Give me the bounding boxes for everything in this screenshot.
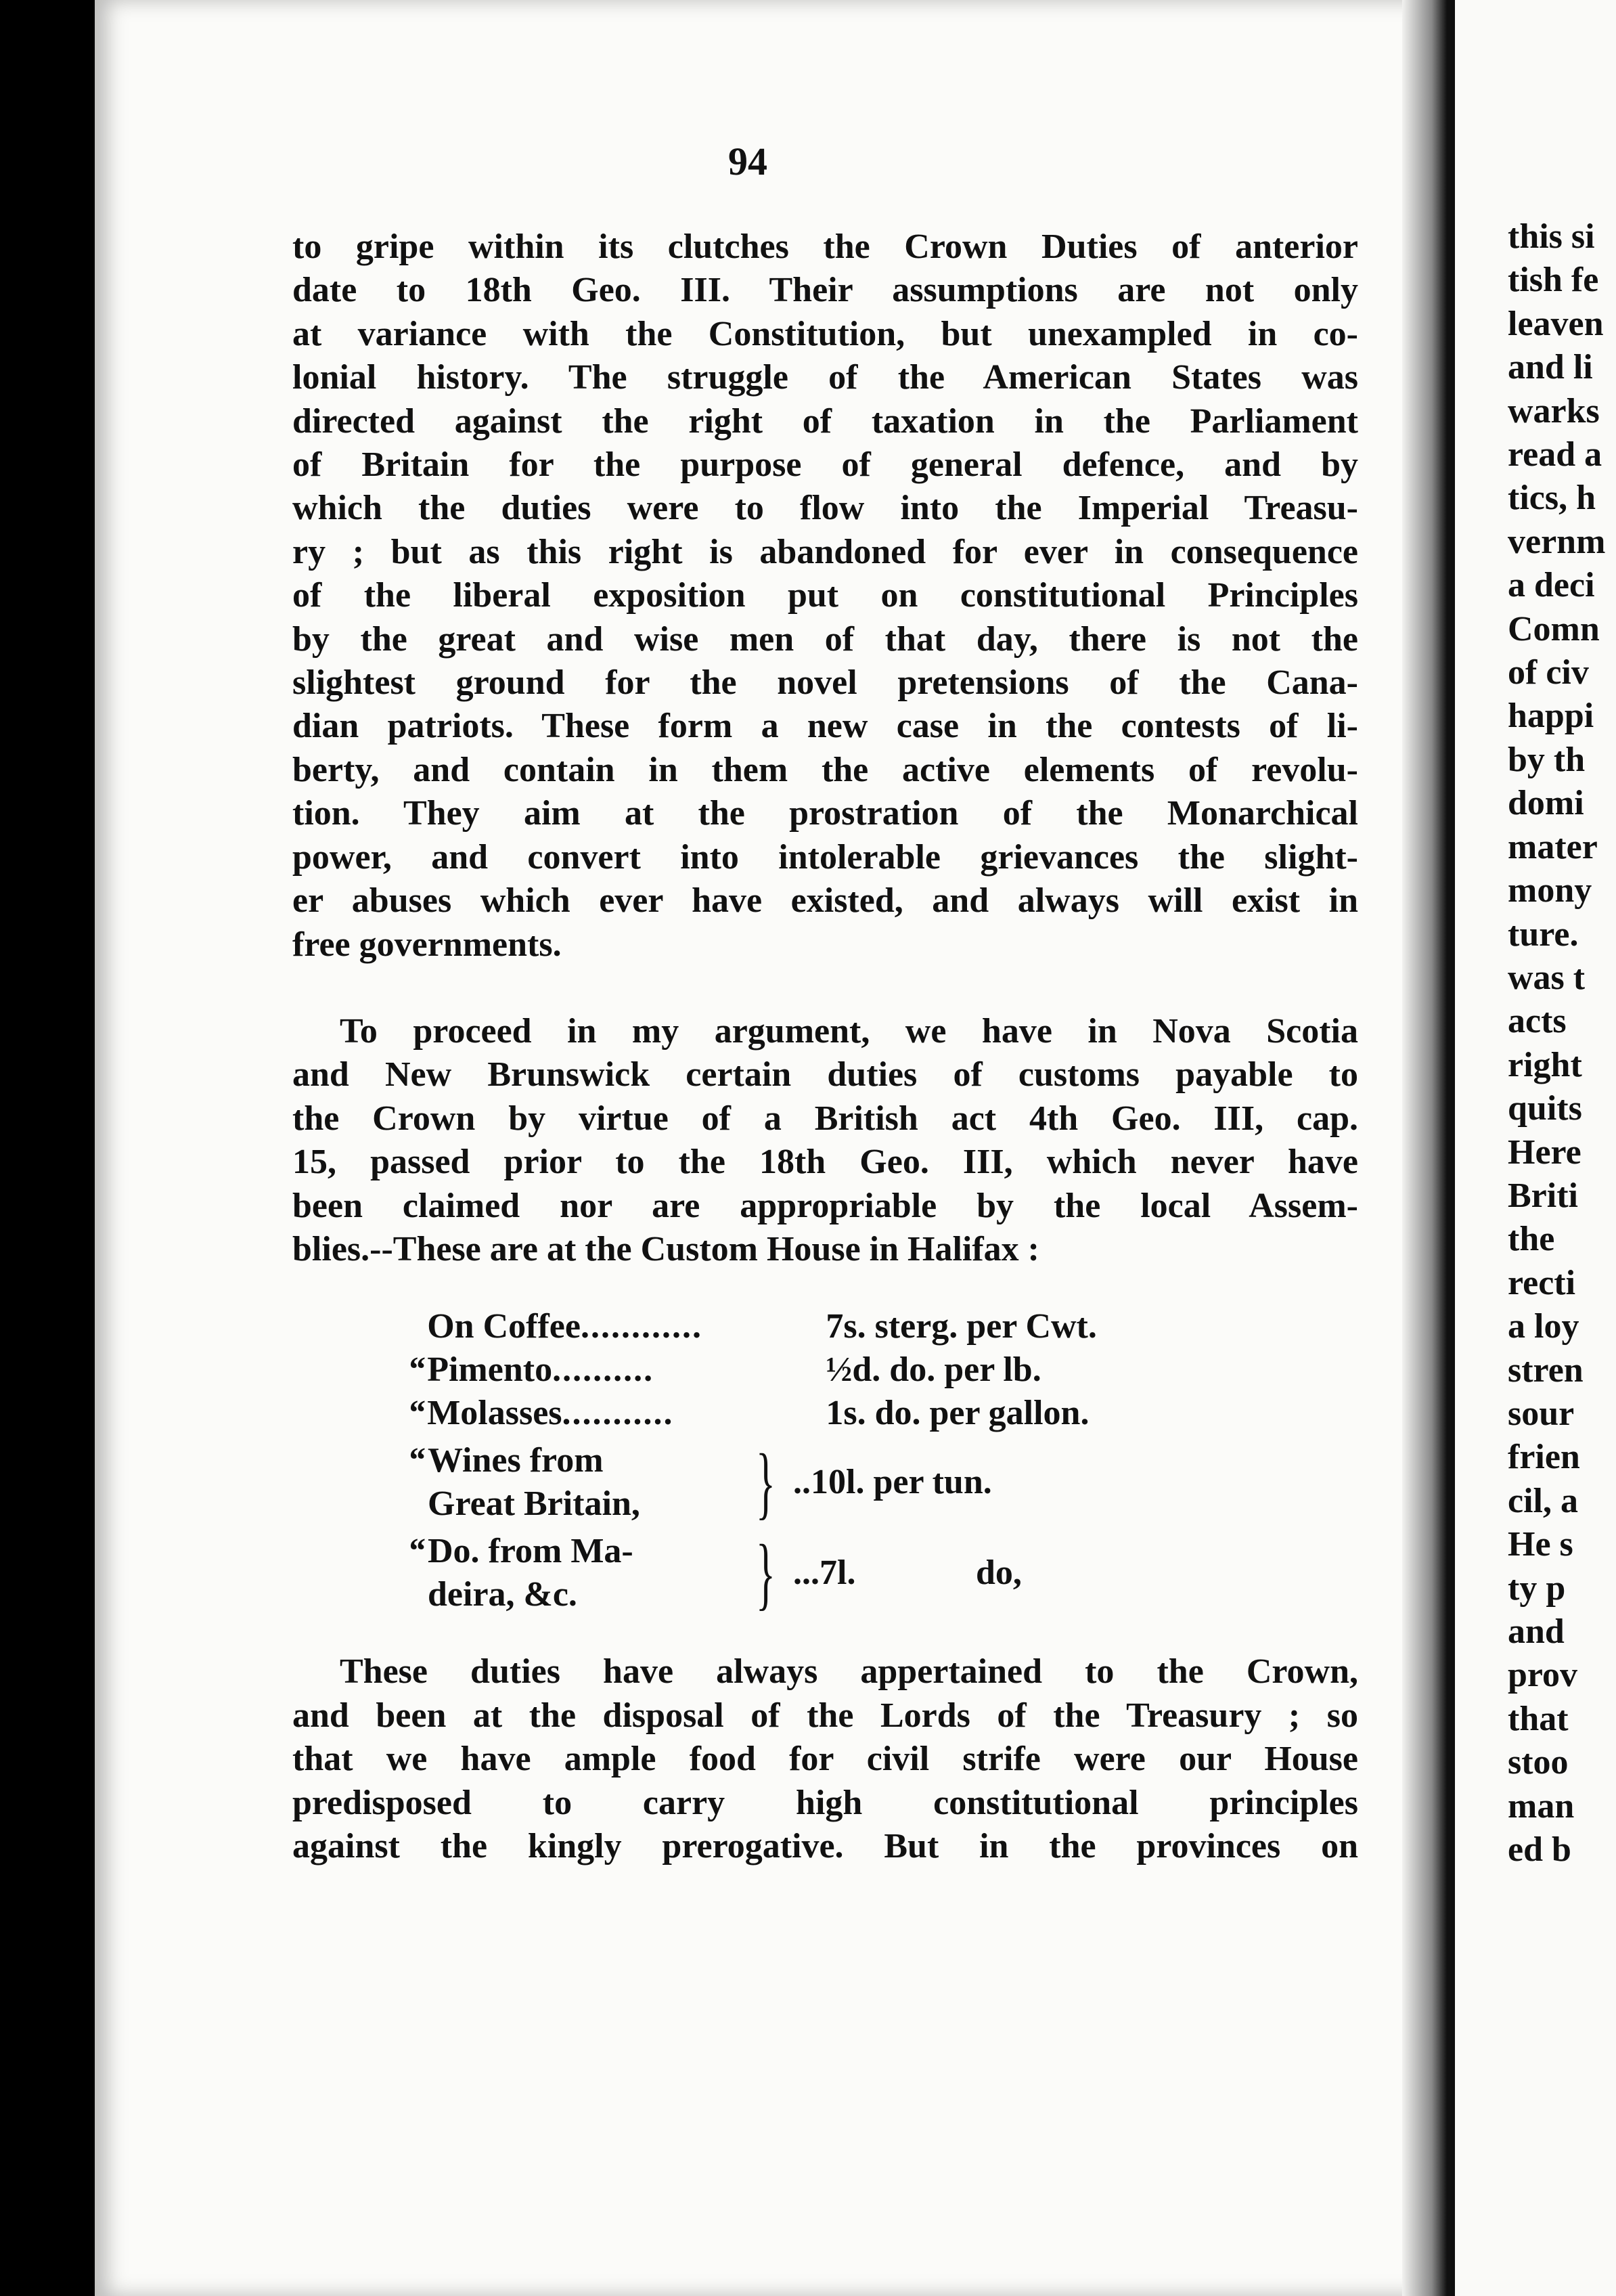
right-page-line: a loy xyxy=(1508,1307,1579,1346)
right-page-line: ture. xyxy=(1508,914,1579,954)
ditto-mark: “ xyxy=(407,1441,425,1480)
text-line: the Crown by virtue of a British act 4th Geo. III, cap. xyxy=(292,1099,1358,1138)
right-page-line: by th xyxy=(1508,740,1586,779)
text-line: to gripe within its clutches the Crown Duties of anterior xyxy=(292,227,1358,266)
duty-row-wines xyxy=(407,1439,1287,1526)
right-page-line: ty p xyxy=(1508,1568,1566,1608)
page-body xyxy=(292,225,1358,1868)
right-page-line: read a xyxy=(1508,435,1602,474)
paragraph-2 xyxy=(292,1010,1358,1271)
text-line: and been at the disposal of the Lords of the Treasury ; so xyxy=(292,1696,1358,1735)
paragraph-gap xyxy=(292,1271,1358,1305)
text-line: at variance with the Constitution, but unexampled in co- xyxy=(292,314,1358,353)
right-page-line: happi xyxy=(1508,697,1594,736)
right-page-line: and li xyxy=(1508,348,1593,387)
right-page-line: Briti xyxy=(1508,1176,1578,1215)
right-page-line: the xyxy=(1508,1220,1555,1259)
right-page-line: stren xyxy=(1508,1350,1584,1390)
right-page-line: mony xyxy=(1508,871,1592,910)
text-line: blies.--These are at the Custom House in Halifax : xyxy=(292,1229,1039,1268)
leader-dots: ........... xyxy=(562,1394,674,1433)
ditto-mark: “ xyxy=(407,1532,425,1571)
duty-row xyxy=(407,1392,1287,1435)
right-page-line: frien xyxy=(1508,1438,1580,1477)
text-line: by the great and wise men of that day, there is not the xyxy=(292,619,1358,659)
right-page-text xyxy=(1508,215,1616,1872)
right-page-line: mater xyxy=(1508,827,1598,866)
duties-table xyxy=(407,1305,1287,1616)
text-line: power, and convert into intolerable grievances the slight- xyxy=(292,837,1358,877)
right-page-line: Comn xyxy=(1508,609,1600,648)
duty-row-madeira xyxy=(407,1530,1287,1616)
right-page-line: and xyxy=(1508,1612,1565,1651)
text-line: tion. They aim at the prostration of the Monarchical xyxy=(292,794,1358,833)
right-page-line: a deci xyxy=(1508,566,1595,605)
right-page-line: sour xyxy=(1508,1394,1575,1433)
right-page-line: man xyxy=(1508,1786,1575,1826)
right-page-line: domi xyxy=(1508,784,1584,823)
right-page-line: tics, h xyxy=(1508,479,1596,518)
text-line: and New Brunswick certain duties of customs payable to xyxy=(292,1055,1358,1095)
right-page-line: vernm xyxy=(1508,522,1606,561)
text-line: which the duties were to flow into the Imperial Treasu- xyxy=(292,489,1358,528)
text-line: lonial history. The struggle of the American States was xyxy=(292,358,1358,397)
duty-item: Molasses xyxy=(427,1394,562,1433)
ditto-mark: “ xyxy=(407,1350,425,1390)
duty-rate: ½d. do. per lb. xyxy=(826,1350,1041,1390)
right-page-line: ed b xyxy=(1508,1830,1571,1870)
text-line: ry ; but as this right is abandoned for ever in consequence xyxy=(292,532,1358,571)
right-page-line: was t xyxy=(1508,958,1586,997)
right-page-line: Here xyxy=(1508,1132,1581,1172)
page-number: 94 xyxy=(728,139,767,183)
duty-item: Pimento xyxy=(427,1350,553,1390)
duty-item: Wines from xyxy=(428,1441,604,1480)
duty-rate: ...7l. xyxy=(793,1553,856,1593)
right-page-line: tish fe xyxy=(1508,261,1599,300)
duty-item: Great Britain, xyxy=(428,1484,640,1524)
brace-symbol: } xyxy=(756,1528,776,1618)
duty-item: On Coffee xyxy=(427,1307,581,1346)
right-page-line: acts xyxy=(1508,1002,1567,1041)
duty-rate: 1s. do. per gallon. xyxy=(826,1394,1090,1433)
text-line: slightest ground for the novel pretensions of the Cana- xyxy=(292,663,1358,703)
right-page-line: right xyxy=(1508,1045,1582,1084)
paragraph-3 xyxy=(292,1650,1358,1868)
duty-rate: ..10l. per tun. xyxy=(793,1463,992,1502)
right-page-line: prov xyxy=(1508,1656,1578,1695)
duty-row xyxy=(407,1348,1287,1392)
text-line: er abuses which ever have existed, and always will exist in xyxy=(292,881,1358,921)
text-line: 15, passed prior to the 18th Geo. III, which never have xyxy=(292,1143,1358,1182)
right-page-line: quits xyxy=(1508,1089,1582,1128)
paragraph-gap xyxy=(292,967,1358,1010)
right-page-line: that xyxy=(1508,1699,1569,1738)
paragraph-1 xyxy=(292,225,1358,967)
right-page-line: cil, a xyxy=(1508,1481,1578,1520)
duty-rate-ditto: do, xyxy=(976,1553,1022,1593)
duty-row xyxy=(407,1305,1287,1348)
duty-rate: 7s. sterg. per Cwt. xyxy=(826,1307,1097,1346)
text-line: of the liberal exposition put on constitutional Principles xyxy=(292,576,1358,615)
paragraph-gap xyxy=(292,1616,1358,1650)
text-line: To proceed in my argument, we have in Nova Scotia xyxy=(340,1011,1358,1051)
text-line: been claimed nor are appropriable by the local Assem- xyxy=(292,1186,1358,1225)
leader-dots: .......... xyxy=(552,1350,654,1390)
right-page-line: this si xyxy=(1508,217,1595,256)
right-page-line: warks xyxy=(1508,391,1600,430)
right-page-line: of civ xyxy=(1508,653,1589,692)
text-line: date to 18th Geo. III. Their assumptions are not only xyxy=(292,271,1358,310)
text-line: berty, and contain in them the active elements of revolu- xyxy=(292,750,1358,789)
right-page-line: He s xyxy=(1508,1525,1573,1564)
text-line: against the kingly prerogative. But in the provinces on xyxy=(292,1826,1358,1866)
text-line: directed against the right of taxation in the Parliament xyxy=(292,401,1358,441)
text-line: predisposed to carry high constitutional principles xyxy=(292,1783,1358,1822)
duty-item: Do. from Ma- xyxy=(428,1532,633,1571)
leader-dots: ............ xyxy=(580,1307,702,1346)
text-line: These duties have always appertained to the Crown, xyxy=(340,1652,1358,1692)
brace-symbol: } xyxy=(756,1437,776,1528)
right-page-line: leaven xyxy=(1508,304,1604,343)
right-page-line: stoo xyxy=(1508,1743,1569,1782)
text-line: dian patriots. These form a new case in the contests of li- xyxy=(292,707,1358,746)
duty-item: deira, &c. xyxy=(428,1575,577,1614)
text-line: free governments. xyxy=(292,925,562,964)
text-line: of Britain for the purpose of general defence, and by xyxy=(292,445,1358,485)
text-line: that we have ample food for civil strife were our House xyxy=(292,1740,1358,1779)
right-page-line: recti xyxy=(1508,1263,1576,1302)
ditto-mark: “ xyxy=(407,1394,425,1433)
